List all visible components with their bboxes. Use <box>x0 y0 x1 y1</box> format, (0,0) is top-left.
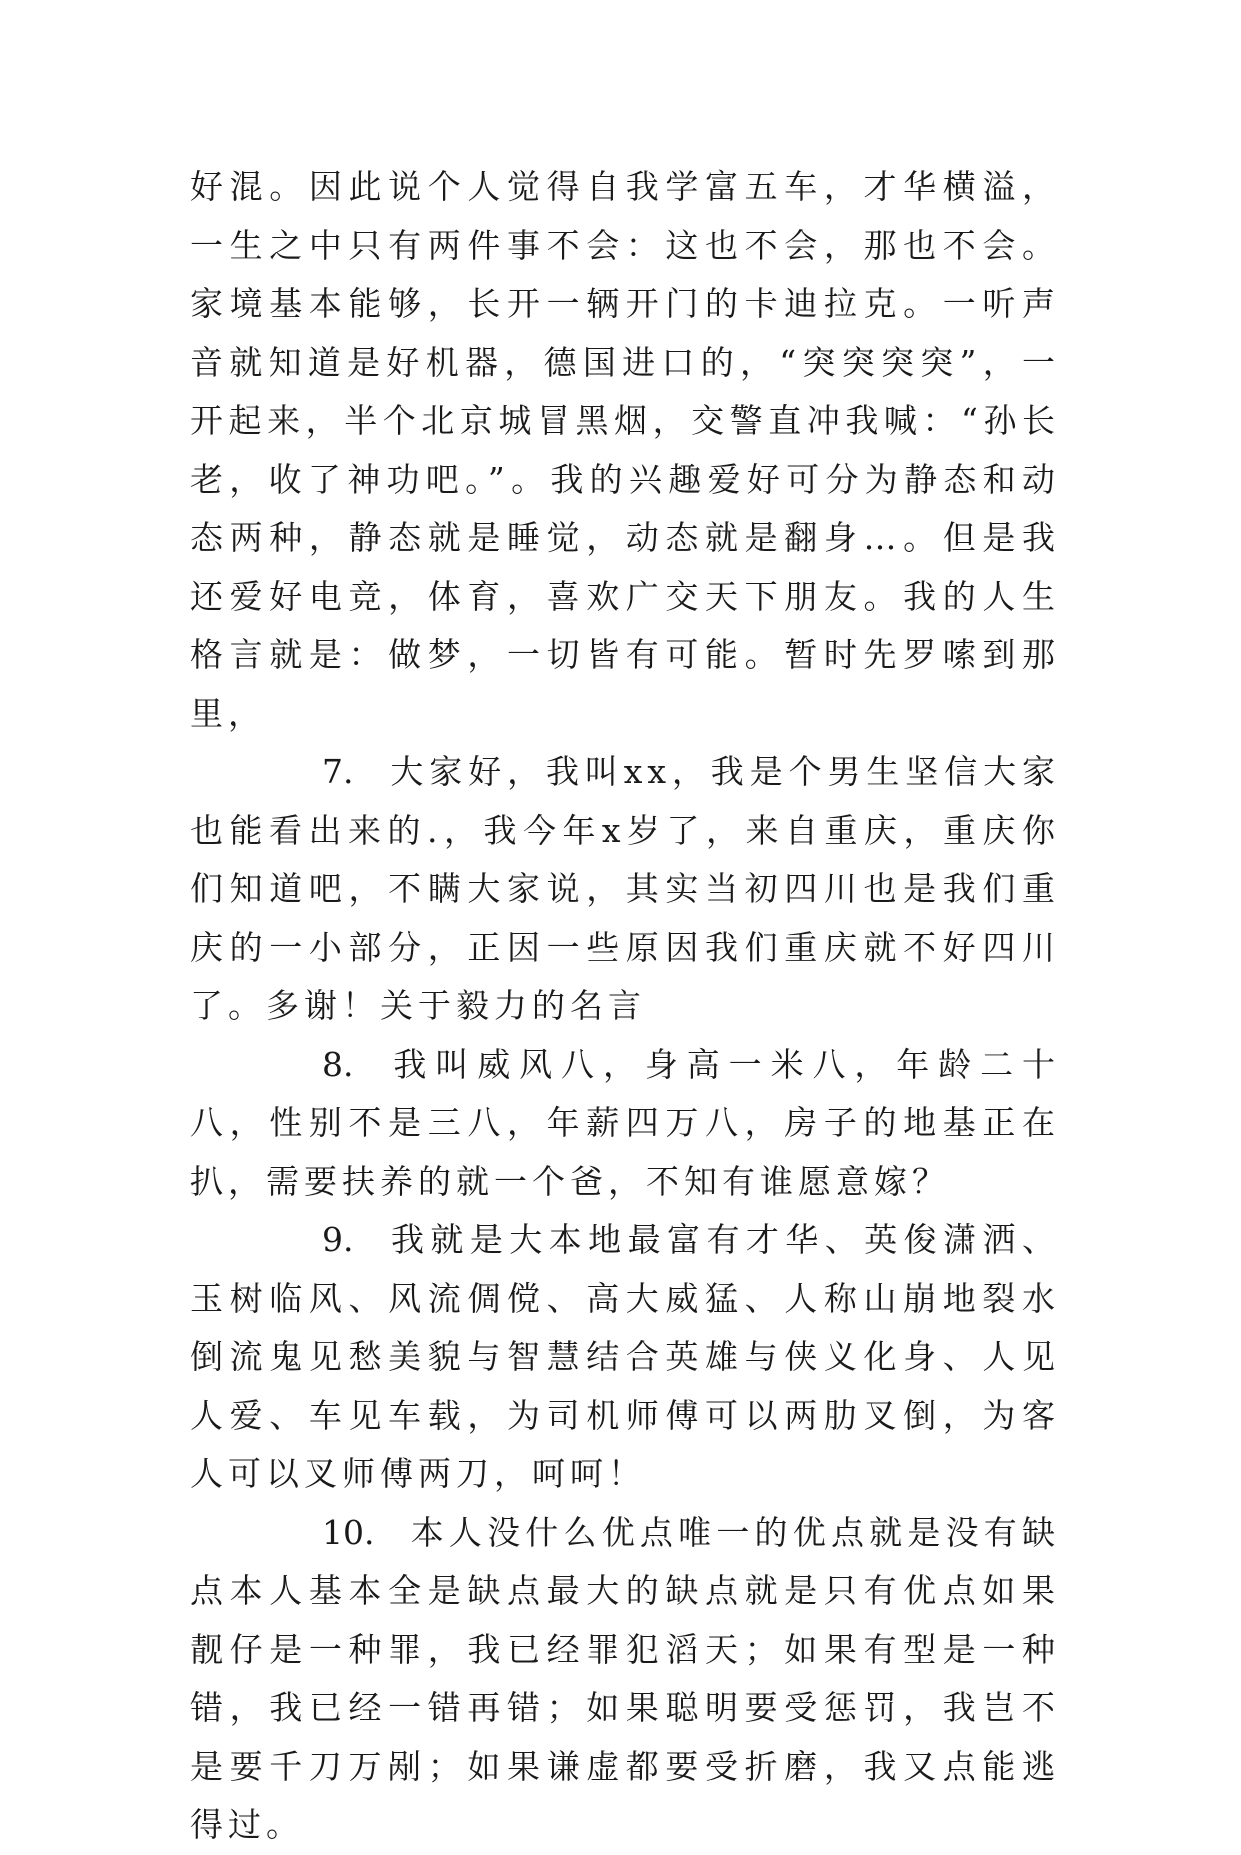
item-number: 10. <box>322 1512 375 1552</box>
item-text: 大家好，我叫xx，我是个男生坚信大家也能看出来的.，我今年x岁了，来自重庆，重庆你们知道吧，不瞒大家说，其实当初四川也是我们重庆的一小部分，正因一些原因我们重庆就不好四川了。多谢！关于毅力的名言 <box>190 752 1060 1025</box>
item-number: 9. <box>322 1220 354 1259</box>
item-text: 我就是大本地最富有才华、英俊潇洒、玉树临风、风流倜傥、高大威猛、人称山崩地裂水倒流鬼见愁美貌与智慧结合英雄与侠义化身、人见人爱、车见车载，为司机师傅可以两肋叉倒，为客人可以叉师傅两刀，呵呵！ <box>190 1220 1060 1493</box>
list-item-7 <box>190 743 1060 1036</box>
item-text: 我叫威风八，身高一米八，年龄二十八，性别不是三八，年薪四万八，房子的地基正在扒，需要扶养的就一个爸，不知有谁愿意嫁？ <box>190 1044 1060 1201</box>
item-number: 8. <box>322 1044 354 1084</box>
item-number: 7. <box>322 752 354 791</box>
item-text: 本人没什么优点唯一的优点就是没有缺点本人基本全是缺点最大的缺点就是只有优点如果靓仔是一种罪，我已经罪犯滔天；如果有型是一种错，我已经一错再错；如果聪明要受惩罚，我岂不是要千刀万剐；如果谦虚都要受折磨，我又点能逃得过。 <box>190 1512 1060 1844</box>
continuation-paragraph: 好混。因此说个人觉得自我学富五车，才华横溢，一生之中只有两件事不会：这也不会，那也不会。家境基本能够，长开一辆开门的卡迪拉克。一听声音就知道是好机器，德国进口的，“突突突突”，一开起来，半个北京城冒黑烟，交警直冲我喊：“孙长老，收了神功吧。”。我的兴趣爱好可分为静态和动态两种，静态就是睡觉，动态就是翻身…。但是我还爱好电竞，体育，喜欢广交天下朋友。我的人生格言就是：做梦，一切皆有可能。暂时先罗嗦到那里， <box>190 167 1060 733</box>
list-item-8 <box>190 1036 1060 1212</box>
list-item-9 <box>190 1211 1060 1504</box>
list-item-10 <box>190 1504 1060 1855</box>
document-body <box>190 158 1060 1855</box>
